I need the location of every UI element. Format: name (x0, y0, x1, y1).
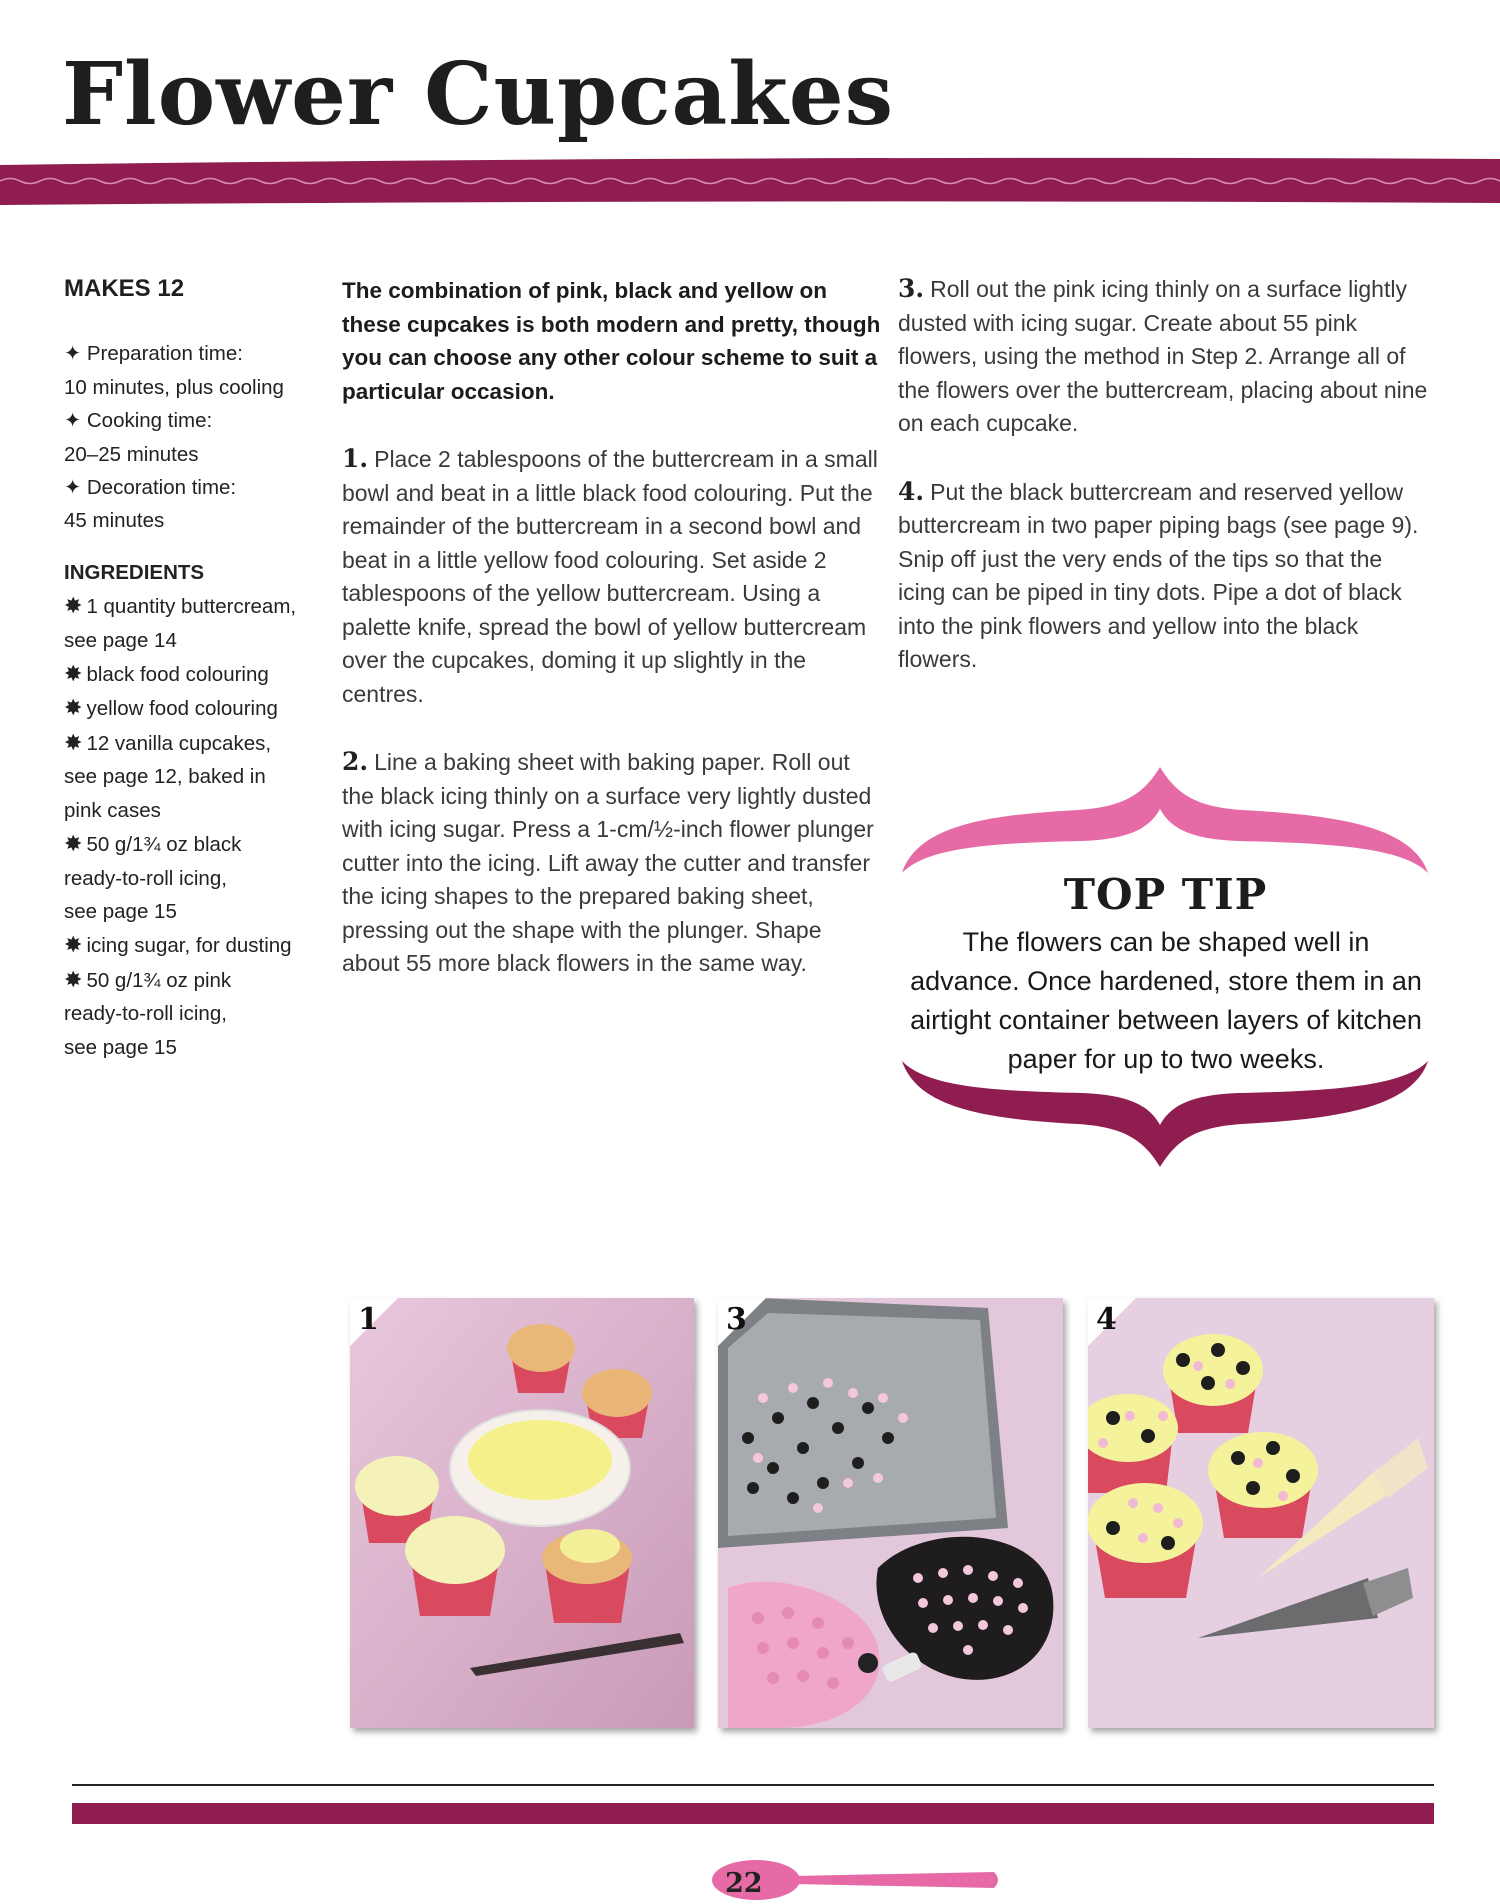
ingredient-text: 50 g/1¾ oz black (86, 833, 242, 857)
sidebar-info (64, 272, 329, 1064)
step-number: 4. (898, 476, 925, 506)
method-column-2 (898, 272, 1428, 711)
footer-rule-thin (72, 1784, 1434, 1786)
intro-paragraph: The combination of pink, black and yellow on these cupcakes is both modern and pretty, though you can choose any other colour scheme to suit a particular occasion. (342, 278, 881, 404)
decoration-time-label: ✦ Decoration time: (64, 476, 237, 500)
ingredient-item (64, 691, 329, 725)
ingredient-text: see page 15 (64, 899, 177, 923)
ingredient-item (64, 928, 329, 962)
step-photo-1 (350, 1298, 694, 1728)
asterisk-bullet-icon: ✸ (64, 729, 83, 755)
step-photo-4 (1088, 1298, 1434, 1728)
ingredient-text: icing sugar, for dusting (86, 934, 292, 958)
step-number: 3. (898, 274, 925, 303)
cook-time-value: 20–25 minutes (64, 442, 199, 466)
ingredient-text: see page 12, baked in (64, 765, 266, 789)
step-3 (898, 272, 1428, 441)
decoration-time-value: 45 minutes (64, 509, 165, 533)
yield-label: MAKES 12 (64, 275, 185, 302)
ingredients-heading: INGREDIENTS (64, 560, 205, 584)
ingredient-text: see page 15 (64, 1035, 177, 1059)
step-1 (342, 442, 882, 711)
photo-label: 4 (1096, 1302, 1117, 1337)
method-column-1 (342, 274, 882, 1015)
asterisk-bullet-icon: ✸ (64, 593, 83, 619)
asterisk-bullet-icon: ✸ (64, 661, 83, 687)
ingredient-text: yellow food colouring (86, 697, 278, 721)
asterisk-bullet-icon: ✸ (64, 932, 83, 958)
photo-label: 1 (358, 1302, 379, 1337)
ingredient-text: 1 quantity buttercream, (86, 595, 297, 619)
ingredient-item (64, 963, 329, 1064)
footer-rule-thick (72, 1803, 1434, 1824)
ingredient-text: 50 g/1¾ oz pink (86, 968, 232, 992)
photo-label: 3 (726, 1302, 747, 1337)
prep-time-value: 10 minutes, plus cooling (64, 375, 284, 399)
photo-flower-tray-illustration (718, 1298, 1063, 1728)
asterisk-bullet-icon: ✸ (64, 695, 83, 721)
ingredient-item (64, 827, 329, 928)
asterisk-bullet-icon: ✸ (64, 831, 83, 857)
step-text: Roll out the pink icing thinly on a surface lightly dusted with icing sugar. Create about 55 pink flowers, using the method in Step 2. Arrange all of the flowers over the buttercream, placing about nine on each cupcake. (898, 276, 1428, 436)
ingredient-text: see page 14 (64, 628, 177, 652)
step-photo-3 (718, 1298, 1063, 1728)
step-2 (342, 745, 882, 981)
tip-title: TOP TIP (1063, 870, 1268, 919)
step-4 (898, 475, 1428, 677)
ingredient-text: pink cases (64, 798, 161, 822)
ingredient-item (64, 726, 329, 827)
photo-buttercream-bowl-illustration (350, 1298, 694, 1728)
ingredient-text: ready-to-roll icing, (64, 1002, 227, 1026)
step-text: Line a baking sheet with baking paper. Roll out the black icing thinly on a surface very lightly dusted with icing sugar. Press a 1-cm/½-inch flower plunger cutter into the icing. Lift away the cutter and transfer the icing shapes to the prepared baking sheet, pressing out the shape with the plunger. Shape about 55 more black flowers in the same way. (342, 749, 874, 976)
ingredient-item (64, 657, 329, 691)
title-banner-stripe (0, 155, 1500, 207)
ingredient-text: ready-to-roll icing, (64, 866, 227, 890)
step-text: Put the black buttercream and reserved yellow buttercream in two paper piping bags (see page 9). Snip off just the very ends of the tips so that the icing can be piped in tiny dots. Pipe a dot of black into the pink flowers and yellow into the black flowers. (898, 478, 1419, 672)
page-number: 22 (725, 1868, 763, 1899)
cook-time-label: ✦ Cooking time: (64, 409, 213, 433)
ingredient-text: black food colouring (86, 663, 269, 687)
page-title: Flower Cupcakes (62, 44, 894, 145)
step-number: 2. (342, 747, 369, 776)
top-tip-box (898, 765, 1433, 1170)
ingredient-text: 12 vanilla cupcakes, (86, 731, 272, 755)
ingredient-list (64, 589, 329, 1064)
prep-time-label: ✦ Preparation time: (64, 342, 243, 366)
step-text: Place 2 tablespoons of the buttercream in a small bowl and beat in a little black food colouring. Put the remainder of the buttercream in a second bowl and beat in a little yellow food colouring. Set aside 2 tablespoons of the yellow buttercream. Using a palette knife, spread the bowl of yellow buttercream over the cupcakes, doming it up slightly in the centres. (342, 446, 878, 707)
tip-text: The flowers can be shaped well in advance. Once hardened, store them in an airtight container between layers of kitchen paper for up to two weeks. (910, 927, 1422, 1074)
ingredient-item (64, 589, 329, 657)
photo-decorated-cupcakes-illustration (1088, 1298, 1434, 1728)
asterisk-bullet-icon: ✸ (64, 966, 83, 992)
time-list (64, 337, 329, 537)
step-number: 1. (342, 444, 369, 473)
